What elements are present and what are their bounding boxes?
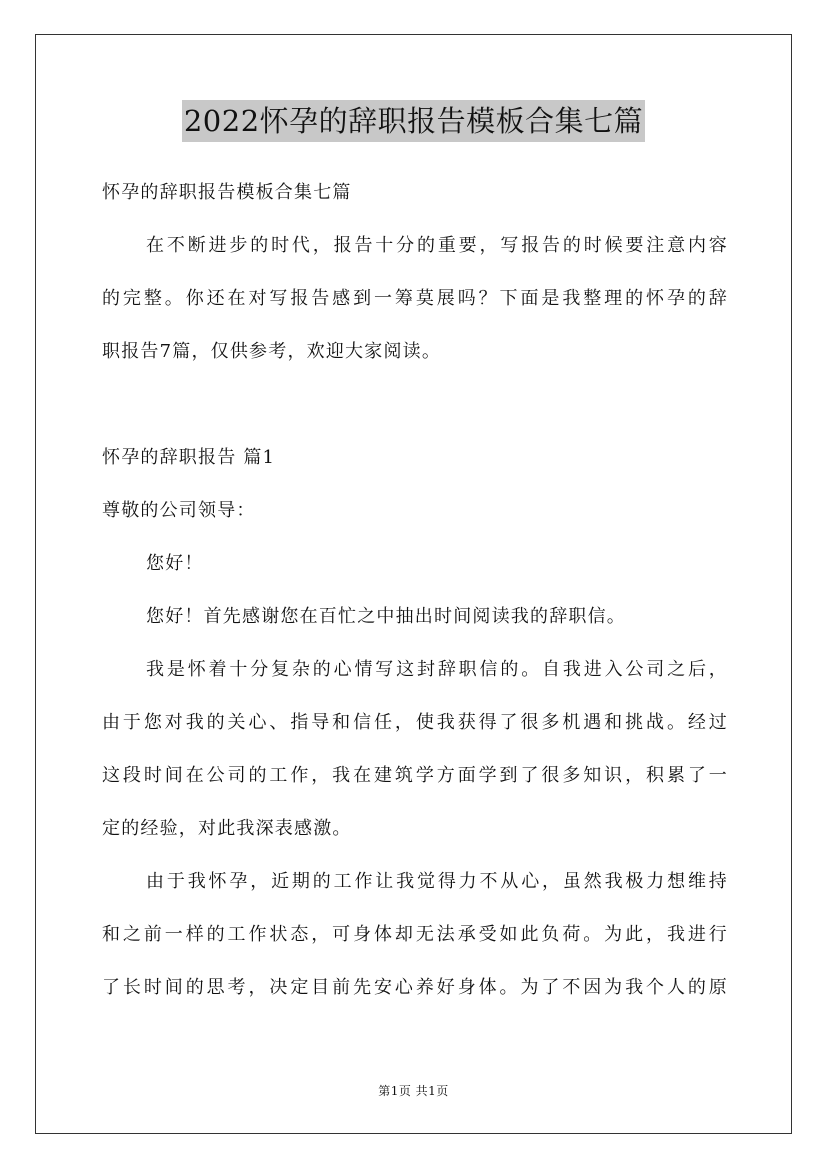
- salutation: 尊敬的公司领导：: [102, 500, 256, 521]
- section-heading: 怀孕的辞职报告 篇1: [102, 447, 276, 468]
- title-wrap: [0, 100, 827, 142]
- paragraph-2-line: 我是怀着十分复杂的心情写这封辞职信的。自我进入公司之后，: [146, 659, 728, 680]
- document-subtitle: 怀孕的辞职报告模板合集七篇: [102, 182, 352, 203]
- paragraph-3-line: 和之前一样的工作状态，可身体却无法承受如此负荷。为此，我进行: [102, 924, 728, 945]
- paragraph-1: 您好！首先感谢您在百忙之中抽出时间阅读我的辞职信。: [146, 606, 626, 627]
- paragraph-3-line: 由于我怀孕，近期的工作让我觉得力不从心，虽然我极力想维持: [146, 871, 728, 892]
- intro-line: 职报告7篇，仅供参考，欢迎大家阅读。: [102, 341, 442, 362]
- paragraph-gap: [102, 384, 728, 437]
- paragraph-2-line: 这段时间在公司的工作，我在建筑学方面学到了很多知识，积累了一: [102, 765, 728, 786]
- document-title: 2022怀孕的辞职报告模板合集七篇: [182, 100, 645, 142]
- paragraph-3-line: 了长时间的思考，决定目前先安心养好身体。为了不因为我个人的原: [102, 977, 728, 998]
- document-body: [102, 172, 728, 1020]
- paragraph-2-line: 定的经验，对此我深表感激。: [102, 818, 352, 839]
- intro-line: 在不断进步的时代，报告十分的重要，写报告的时候要注意内容: [146, 235, 728, 256]
- intro-line: 的完整。你还在对写报告感到一筹莫展吗？下面是我整理的怀孕的辞: [102, 288, 728, 309]
- greeting: 您好！: [146, 553, 204, 574]
- paragraph-2-line: 由于您对我的关心、指导和信任，使我获得了很多机遇和挑战。经过: [102, 712, 728, 733]
- page-footer: 第1页 共1页: [378, 1084, 449, 1098]
